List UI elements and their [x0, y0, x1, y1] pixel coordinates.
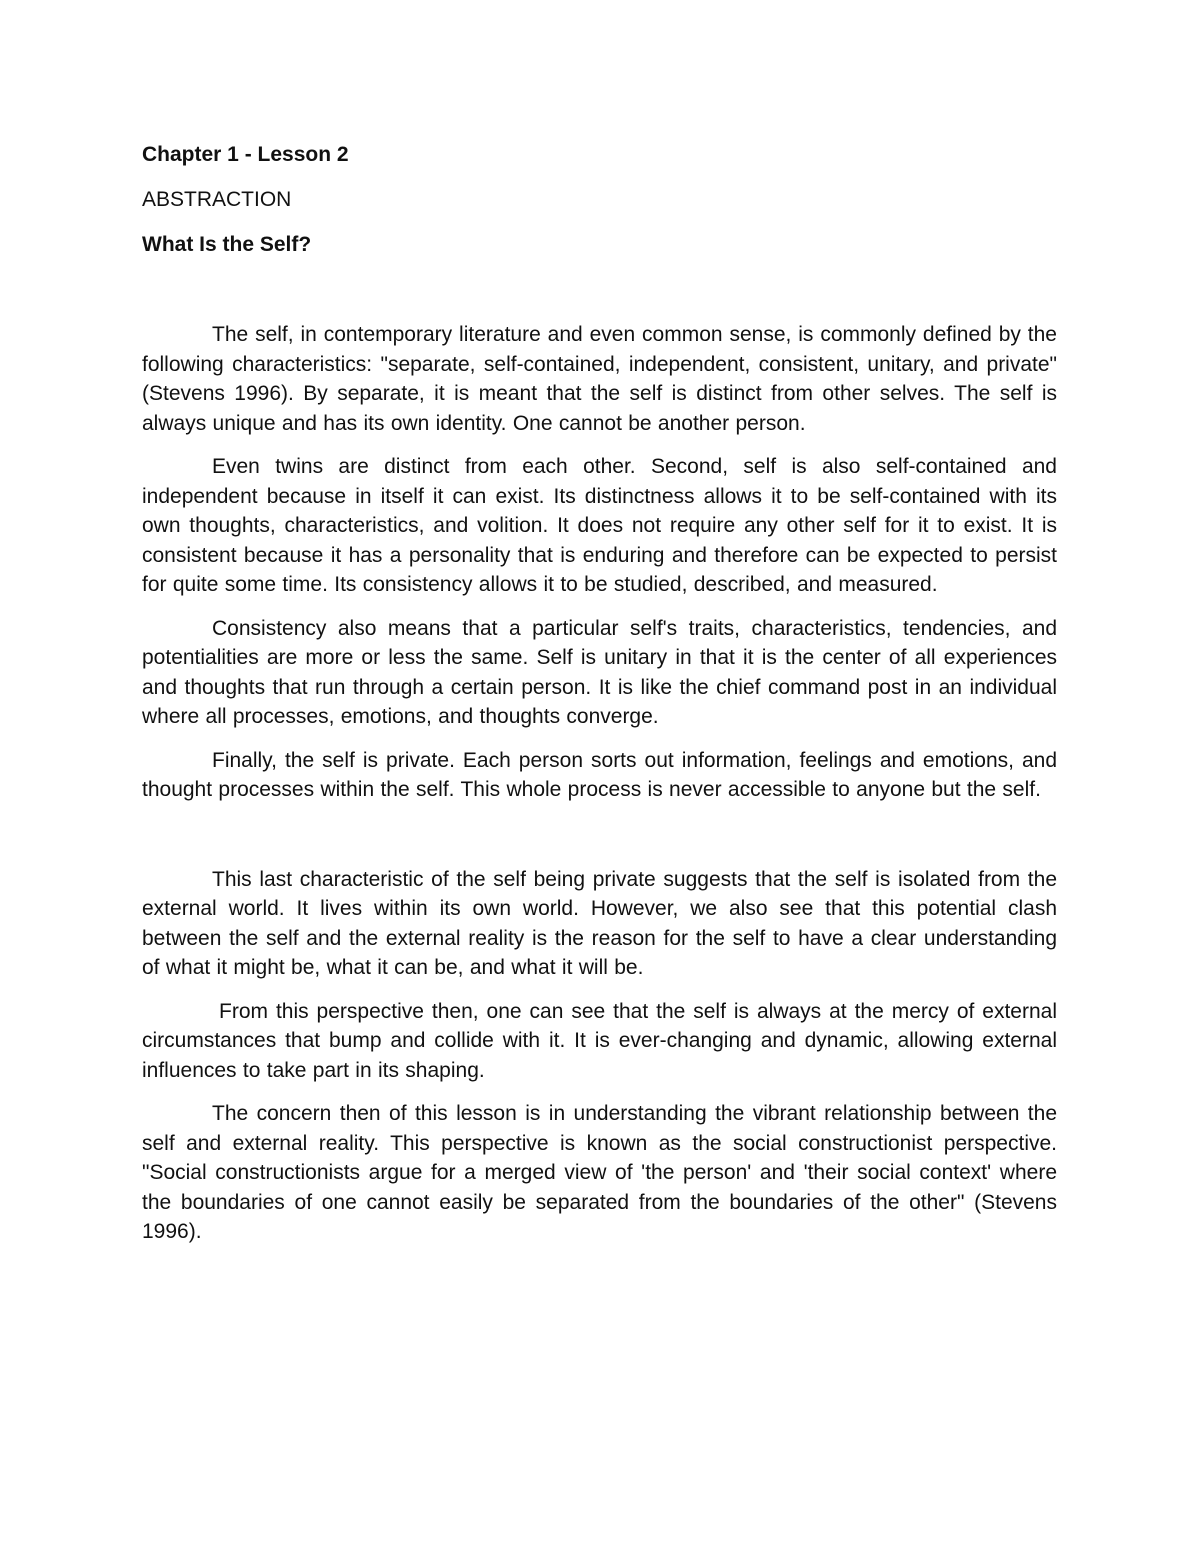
section-label: ABSTRACTION: [142, 188, 292, 211]
paragraph-1: The self, in contemporary literature and even common sense, is commonly defined by the following characteristics: "separate, self-contained, independent, consistent, unitary, and private" (Stevens 1996). By separate, it is meant that the self is distinct from other selves. The self is always unique and has its own identity. One cannot be another person.: [142, 323, 1057, 435]
paragraph-gap: [142, 819, 1057, 865]
heading-spacer: [142, 275, 1057, 320]
paragraph-2: Even twins are distinct from each other. Second, self is also self-contained and independent because in itself it can exist. Its distinctness allows it to be self-contained with its own thoughts, characteristics, and volition. It does not require any other self for it to exist. It is consistent because it has a personality that is enduring and therefore can be expected to persist for quite some time. Its consistency allows it to be studied, described, and measured.: [142, 455, 1057, 596]
document-page: [142, 140, 1057, 1261]
paragraph-5: This last characteristic of the self being private suggests that the self is isolated from the external world. It lives within its own world. However, we also see that this potential clash between the self and the external reality is the reason for the self to have a clear understanding of what it might be, what it can be, and what it will be.: [142, 867, 1057, 979]
paragraph-4: Finally, the self is private. Each person sorts out information, feelings and emotions, and thought processes within the self. This whole process is never accessible to anyone but the self.: [142, 748, 1057, 801]
section-title: What Is the Self?: [142, 233, 312, 256]
paragraph-3: Consistency also means that a particular self's traits, characteristics, tendencies, and potentialities are more or less the same. Self is unitary in that it is the center of all experiences and thoughts that run through a certain person. It is like the chief command post in an individual where all processes, emotions, and thoughts converge.: [142, 616, 1057, 728]
paragraph-7: The concern then of this lesson is in understanding the vibrant relationship between the self and external reality. This perspective is known as the social constructionist perspective. "Social constructionists argue for a merged view of 'the person' and 'their social context' where the boundaries of one cannot easily be separated from the boundaries of the other" (Stevens 1996).: [142, 1102, 1057, 1243]
paragraph-6: From this perspective then, one can see that the self is always at the mercy of external circumstances that bump and collide with it. It is ever-changing and dynamic, allowing external influences to take part in its shaping.: [142, 999, 1057, 1082]
chapter-title: Chapter 1 - Lesson 2: [142, 143, 349, 166]
